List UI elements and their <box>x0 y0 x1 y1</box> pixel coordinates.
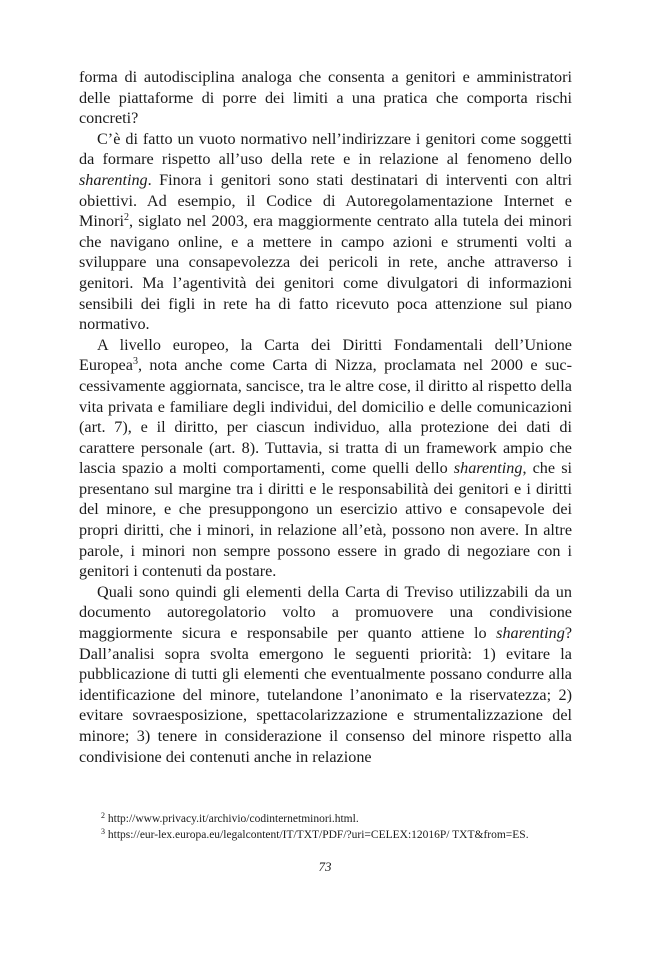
page-number: 73 <box>318 859 332 874</box>
footnote-reference: 3 <box>132 356 138 368</box>
footnote-marker: 2 <box>101 811 105 820</box>
text-run: C’è di fatto un vuoto normativo nell’indirizzare i genitori come soggetti da formare rispetto all’uso della rete e in relazione al fenomeno dello <box>79 129 572 169</box>
text-run: ? Dall’analisi sopra svolta emergono le seguenti priorità: 1) evitare la pubblicazione di tutti gli elementi che eventualmente possano condurre alla identificazione del minore, tutelandone l’anonimato e la riservatezza; 2) evitare sovraesposizione, spettacolarizzazione e strumentalizzazione del minore; 3) tenere in considerazione il consenso del minore rispetto alla condivisione dei contenuti anche in relazione <box>79 624 572 766</box>
text-run: . Finora i genitori sono stati destinatari di interventi con altri obiettivi. Ad esempio, il Codice di Autoregolamentazione Internet e Minori <box>79 170 572 231</box>
footnote-reference: 2 <box>123 212 129 224</box>
italic-term: sharenting <box>496 624 565 643</box>
italic-term: sharenting <box>79 170 148 189</box>
italic-term: sharenting <box>453 459 523 478</box>
text-run: A livello europeo, la Carta dei Diritti Fondamentali dell’Unione Europea <box>79 335 572 375</box>
paragraph-4 <box>79 582 572 767</box>
footnote-text: http://www.privacy.it/archivio/codinternetminori.html. <box>107 813 359 825</box>
text-run: , nota anche come Carta di Nizza, proclamata nel 2000 e successivamente aggiornata, sancisce, tra le altre cose, il diritto al rispetto della vita privata e familiare degli individui, del domicilio e delle comunicazioni (art. 7), e il diritto, per ciascun individuo, alla protezione dei dati di carattere personale (art. 8). Tuttavia, si tratta di un framework ampio che lascia spazio a molti comportamenti, come quelli dello <box>79 356 572 478</box>
footnote-2 <box>79 811 572 827</box>
paragraph-3 <box>79 335 572 582</box>
text-run: Quali sono quindi gli elementi della Carta di Treviso utilizzabili da un documento autoregolatorio volto a promuovere una condivisione maggiormente sicura e responsabile per quanto attiene lo <box>79 582 572 643</box>
text-run: forma di autodisciplina analoga che consenta a genitori e amministratori delle piattaforme di porre dei limiti a una pratica che comporta rischi concreti? <box>79 68 572 128</box>
footnote-text: https://eur-lex.europa.eu/legalcontent/IT/TXT/PDF/?uri=CELEX:12016P/ TXT&from=ES. <box>107 829 529 841</box>
footnote-marker: 3 <box>101 827 105 836</box>
paragraph-2 <box>79 129 572 335</box>
text-run: , che si presentano sul margine tra i diritti e le responsabilità dei genitori e i diritti del minore, e che presuppongono un esercizio attivo e consapevole dei propri diritti, che i minori, in relazione all’età, possono non avere. In altre parole, i minori non sempre possono essere in grado di negoziare con i genitori i contenuti da postare. <box>79 459 572 581</box>
footnotes <box>79 811 572 843</box>
body-text <box>79 67 572 767</box>
paragraph-1 <box>79 67 572 129</box>
text-run: , siglato nel 2003, era maggiormente centrato alla tutela dei minori che navigano online, e a mettere in campo azioni e strumenti volti a sviluppare una consapevolezza dei pericoli in rete, anche attraverso i genitori. Ma l’agentività dei genitori come divulgatori di informazioni sensibili dei figli in rete ha di fatto ricevuto poca attenzione sul piano normativo. <box>79 212 572 334</box>
footnote-3 <box>79 827 572 843</box>
page-body <box>79 67 572 767</box>
